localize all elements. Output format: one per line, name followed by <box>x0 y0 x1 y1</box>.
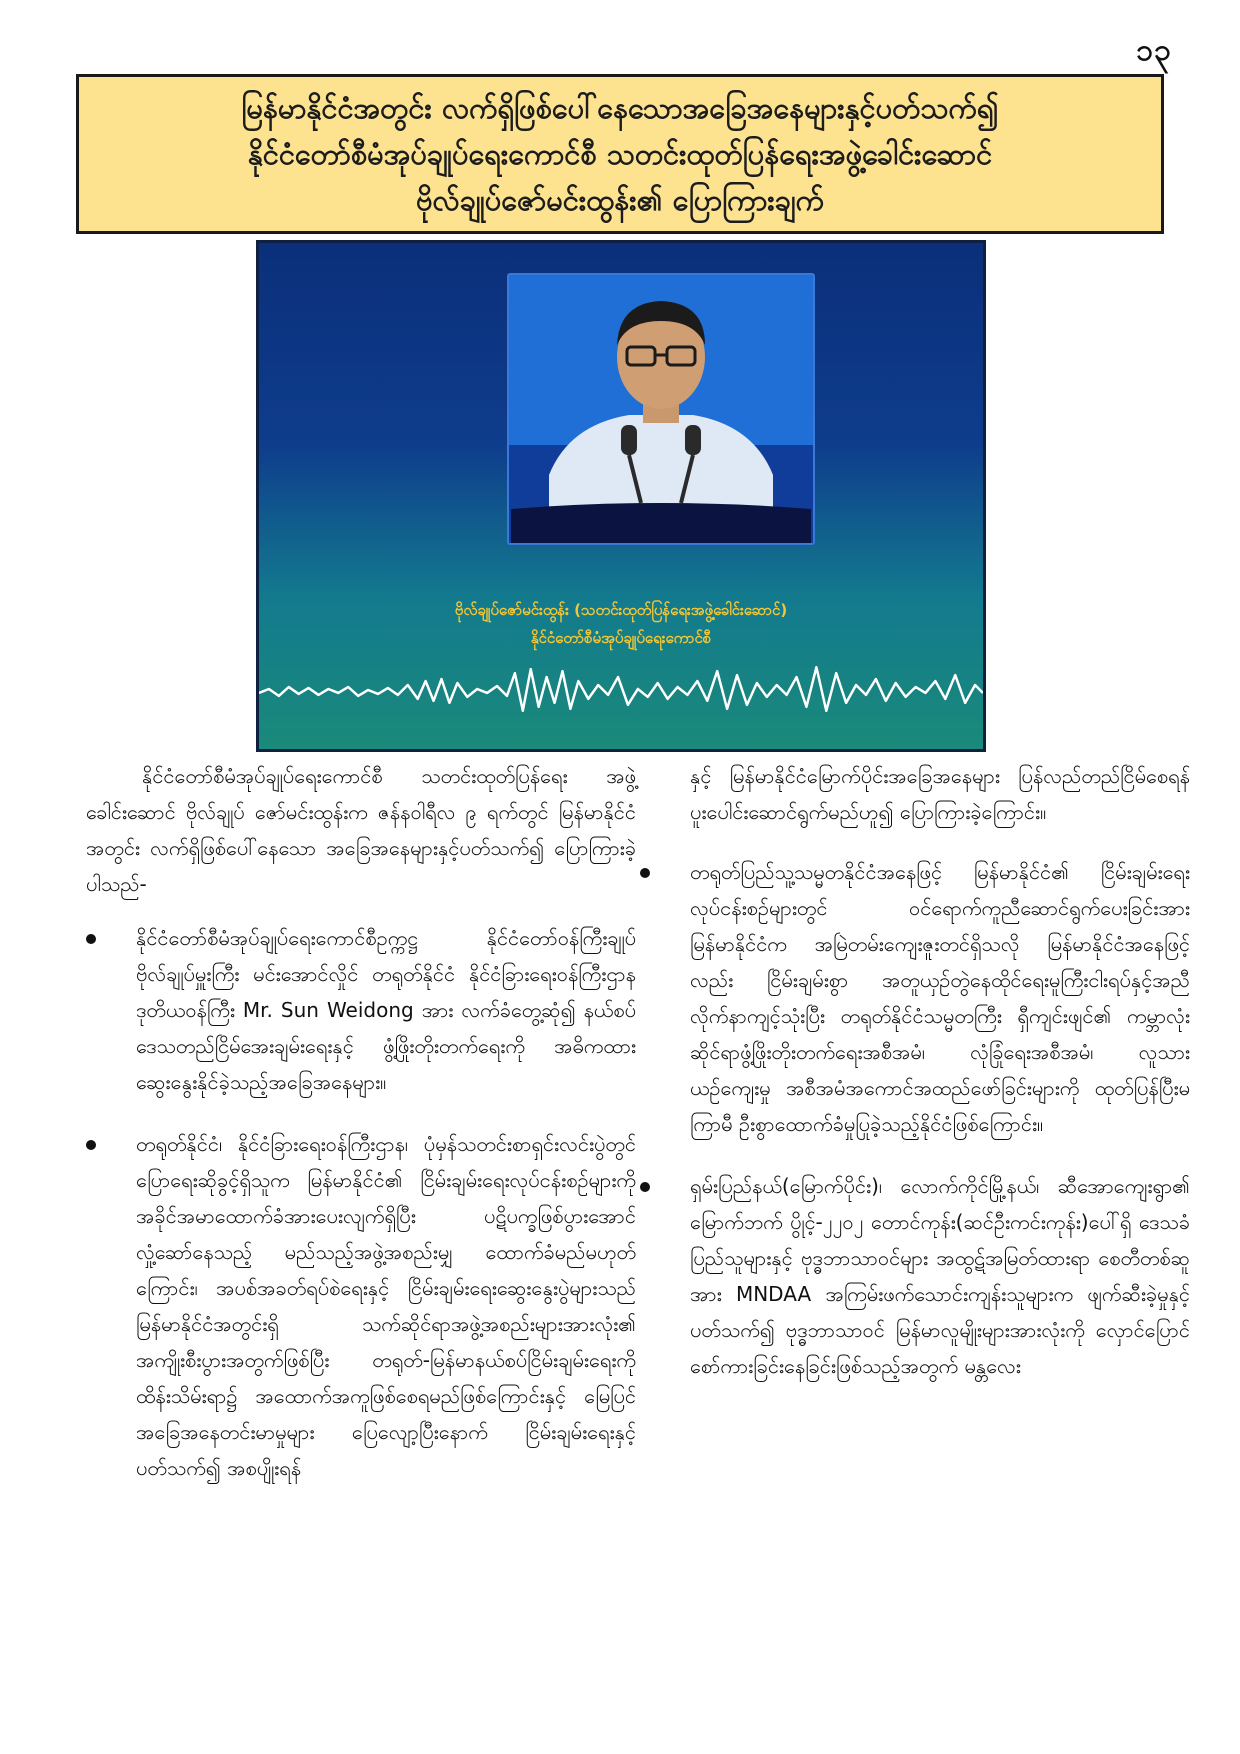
bullet-item <box>640 1168 1190 1384</box>
photo-caption-name: ဗိုလ်ချုပ်ဇော်မင်းထွန်း (သတင်းထုတ်ပြန်ရေးအဖွဲ့ခေါင်းဆောင်) <box>454 601 788 619</box>
speaker-photo <box>256 240 986 752</box>
bullet-dot-icon <box>86 1140 96 1150</box>
bullet-item <box>86 1126 636 1486</box>
bullet-item <box>640 854 1190 1142</box>
audio-waveform <box>259 641 983 731</box>
bullet-continuation: နှင့် မြန်မာနိုင်ငံမြောက်ပိုင်းအခြေအနေများ ပြန်လည်တည်ငြိမ်စေရန် ပူးပေါင်းဆောင်ရွက်မည်ဟူ၍ ပြောကြားခဲ့ကြောင်း။ <box>690 764 1190 824</box>
bullet-item <box>86 920 636 1100</box>
speaker-figure <box>509 275 813 543</box>
photo-caption-organization: နိုင်ငံတော်စီမံအုပ်ချုပ်ရေးကောင်စီ <box>530 629 712 647</box>
headline-line-2: နိုင်ငံတော်စီမံအုပ်ချုပ်ရေးကောင်စီ သတင်းထုတ်ပြန်ရေးအဖွဲ့ခေါင်းဆောင် <box>247 137 993 171</box>
headline-line-3: ဗိုလ်ချုပ်ဇော်မင်းထွန်း၏ ပြောကြားချက် <box>415 183 825 217</box>
microphone-left-icon <box>621 425 637 455</box>
left-column <box>86 758 636 1512</box>
right-column <box>640 758 1190 1410</box>
page-number: ၁၃ <box>1136 33 1172 68</box>
speaker-video-frame <box>507 273 815 545</box>
bullet-text-4: ရှမ်းပြည်နယ်(မြောက်ပိုင်း)၊ လောက်ကိုင်မြို့နယ်၊ ဆီအောကျေးရွာ၏ မြောက်ဘက် ပွိုင့်-၂၂၀၂ တောင်ကုန်း(ဆင်ဦးကင်းကုန်း)ပေါ်ရှိ ဒေသခံပြည်သူများနှင့် ဗုဒ္ဓဘာသာဝင်များ အထွဋ်အမြတ်ထားရာ စေတီတစ်ဆူအား MNDAA အကြမ်းဖက်သောင်းကျန်းသူများက ဖျက်ဆီးခဲ့မှုနှင့်ပတ်သက်၍ ဗုဒ္ဓဘာသာဝင် မြန်မာလူမျိုးများအားလုံးကို လှောင်ပြောင်စော်ကားခြင်းနေခြင်းဖြစ်သည့်အတွက် မန္တလေး <box>690 1174 1190 1378</box>
bullet-dot-icon <box>640 1182 650 1192</box>
lectern <box>511 503 811 543</box>
microphone-right-icon <box>685 425 701 455</box>
bullet-text-3: တရုတ်ပြည်သူ့သမ္မတနိုင်ငံအနေဖြင့် မြန်မာနိုင်ငံ၏ ငြိမ်းချမ်းရေးလုပ်ငန်းစဉ်များတွင် ဝင်ရောက်ကူညီဆောင်ရွက်ပေးခြင်းအား မြန်မာနိုင်ငံက အမြဲတမ်းကျေးဇူးတင်ရှိသလို မြန်မာနိုင်ငံအနေဖြင့်လည်း ငြိမ်းချမ်းစွာ အတူယှဉ်တွဲနေထိုင်ရေးမူကြီးငါးရပ်နှင့်အညီ လိုက်နာကျင့်သုံးပြီး တရုတ်နိုင်ငံသမ္မတကြီး ရှီကျင်းဖျင်၏ ကမ္ဘာလုံးဆိုင်ရာဖွံ့ဖြိုးတိုးတက်ရေးအစီအမံ၊ လုံခြုံရေးအစီအမံ၊ လူသားယဉ်ကျေးမှု အစီအမံအကောင်အထည်ဖော်ခြင်းများကို ထုတ်ပြန်ပြီးမကြာမီ ဦးစွာထောက်ခံမှုပြုခဲ့သည့်နိုင်ငံဖြစ်ကြောင်း။ <box>690 860 1190 1136</box>
bullet-text-1: နိုင်ငံတော်စီမံအုပ်ချုပ်ရေးကောင်စီဥက္ကဋ္ဌ နိုင်ငံတော်ဝန်ကြီးချုပ် ဗိုလ်ချုပ်မှူးကြီး မင်းအောင်လှိုင် တရုတ်နိုင်ငံ နိုင်ငံခြားရေးဝန်ကြီးဌာန ဒုတိယဝန်ကြီး Mr. Sun Weidong အား လက်ခံတွေ့ဆုံ၍ နယ်စပ်ဒေသတည်ငြိမ်အေးချမ်းရေးနှင့် ဖွံ့ဖြိုးတိုးတက်ရေးကို အဓိကထား ဆွေးနွေးနိုင်ခဲ့သည့်အခြေအနေများ။ <box>136 926 636 1094</box>
intro-paragraph: နိုင်ငံတော်စီမံအုပ်ချုပ်ရေးကောင်စီ သတင်းထုတ်ပြန်ရေး အဖွဲ့ခေါင်းဆောင် ဗိုလ်ချုပ် ဇော်မင်းထွန်းက ဇန်နဝါရီလ ၉ ရက်တွင် မြန်မာနိုင်ငံအတွင်း လက်ရှိဖြစ်ပေါ်နေသော အခြေအနေများနှင့်ပတ်သက်၍ ပြောကြားခဲ့ပါသည်- <box>86 764 636 896</box>
bullet-text-2: တရုတ်နိုင်ငံ၊ နိုင်ငံခြားရေးဝန်ကြီးဌာန၊ ပုံမှန်သတင်းစာရှင်းလင်းပွဲတွင် ပြောရေးဆိုခွင့်ရှိသူက မြန်မာနိုင်ငံ၏ ငြိမ်းချမ်းရေးလုပ်ငန်းစဉ်များကို အခိုင်အမာထောက်ခံအားပေးလျက်ရှိပြီး ပဋိပက္ခဖြစ်ပွားအောင် လှုံ့ဆော်နေသည့် မည်သည့်အဖွဲ့အစည်းမျှ ထောက်ခံမည်မဟုတ်ကြောင်း၊ အပစ်အခတ်ရပ်စဲရေးနှင့် ငြိမ်းချမ်းရေးဆွေးနွေးပွဲများသည် မြန်မာနိုင်ငံအတွင်းရှိ သက်ဆိုင်ရာအဖွဲ့အစည်းများအားလုံး၏ အကျိုးစီးပွားအတွက်ဖြစ်ပြီး တရုတ်-မြန်မာနယ်စပ်ငြိမ်းချမ်းရေးကို ထိန်းသိမ်းရာ၌ အထောက်အကူဖြစ်စေရမည်ဖြစ်ကြောင်းနှင့် မြေပြင်အခြေအနေတင်းမာမှုများ ပြေလျော့ပြီးနောက် ငြိမ်းချမ်းရေးနှင့်ပတ်သက်၍ အစပျိုးရန် <box>136 1132 636 1480</box>
headline-line-1: မြန်မာနိုင်ငံအတွင်း လက်ရှိဖြစ်ပေါ်နေသောအခြေအနေများနှင့်ပတ်သက်၍ <box>241 91 999 125</box>
bullet-dot-icon <box>86 934 96 944</box>
headline-box <box>76 74 1164 234</box>
bullet-dot-icon <box>640 868 650 878</box>
